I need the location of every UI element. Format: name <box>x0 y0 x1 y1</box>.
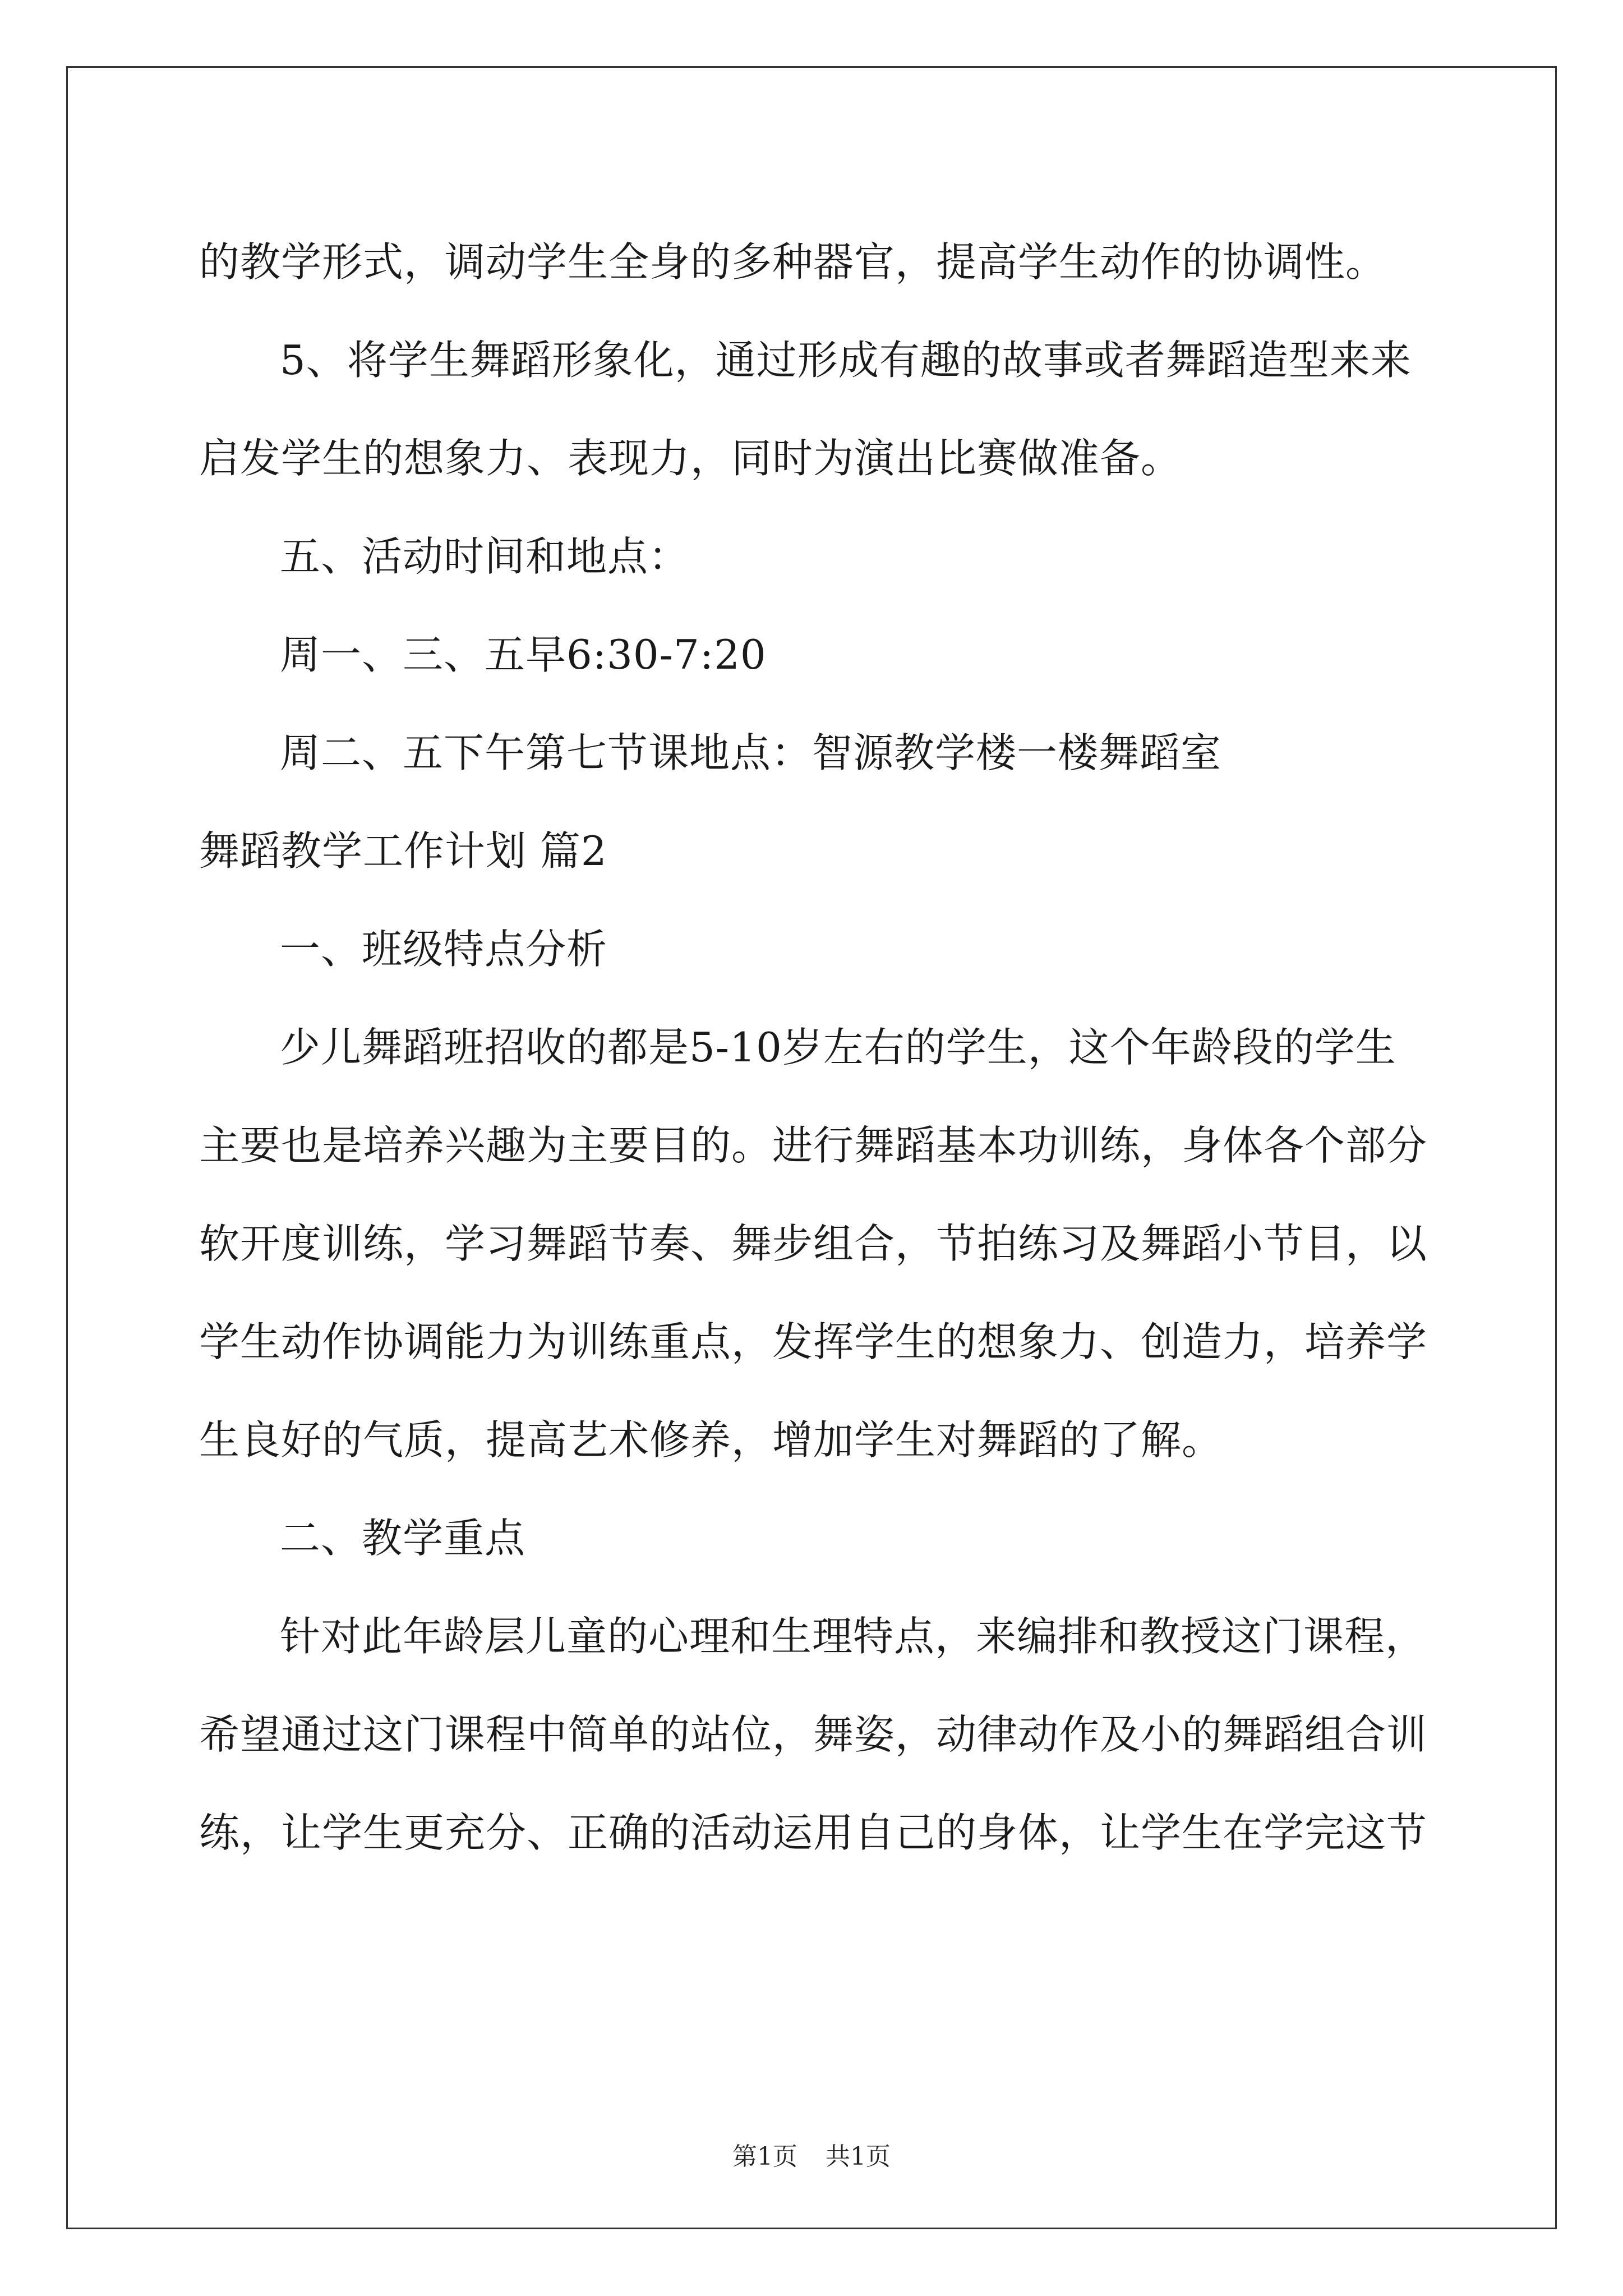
section-heading-time-place: 五、活动时间和地点： <box>280 533 690 580</box>
paragraph-continuation: 的教学形式，调动学生全身的多种器官，提高学生动作的协调性。 <box>199 238 1387 286</box>
paragraph-class-analysis: 少儿舞蹈班招收的都是5-10岁左右的学生，这个年龄段的学生主要也是培养兴趣为主要目的。进行舞蹈基本功训练，身体各个部分软开度训练，学习舞蹈节奏、舞步组合，节拍练习及舞蹈小节目，以学生动作协调能力为训练重点，发挥学生的想象力、创造力，培养学生良好的气质，提高艺术修养，增加学生对舞蹈的了解。 <box>199 1024 1428 1464</box>
paragraph-item-5: 5、将学生舞蹈形象化，通过形成有趣的故事或者舞蹈造型来来启发学生的想象力、表现力，同时为演出比赛做准备。 <box>199 337 1412 482</box>
paragraph-schedule-afternoon: 周二、五下午第七节课地点：智源教学楼一楼舞蹈室 <box>280 729 1222 776</box>
paragraph-schedule-morning: 周一、三、五早6:30-7:20 <box>280 631 767 678</box>
page-footer <box>0 2136 1623 2172</box>
article-title-part-2: 舞蹈教学工作计划 篇2 <box>199 827 607 875</box>
page-total: 共1页 <box>826 2142 891 2171</box>
page-number: 第1页 <box>732 2142 797 2171</box>
paragraph-teaching-focus: 针对此年龄层儿童的心理和生理特点，来编排和教授这门课程，希望通过这门课程中简单的站位，舞姿，动律动作及小的舞蹈组合训练，让学生更充分、正确的活动运用自己的身体，让学生在学完这节 <box>199 1613 1428 1856</box>
section-heading-class-analysis: 一、班级特点分析 <box>280 926 608 973</box>
section-heading-teaching-focus: 二、教学重点 <box>280 1515 526 1562</box>
document-body <box>199 213 1430 1882</box>
